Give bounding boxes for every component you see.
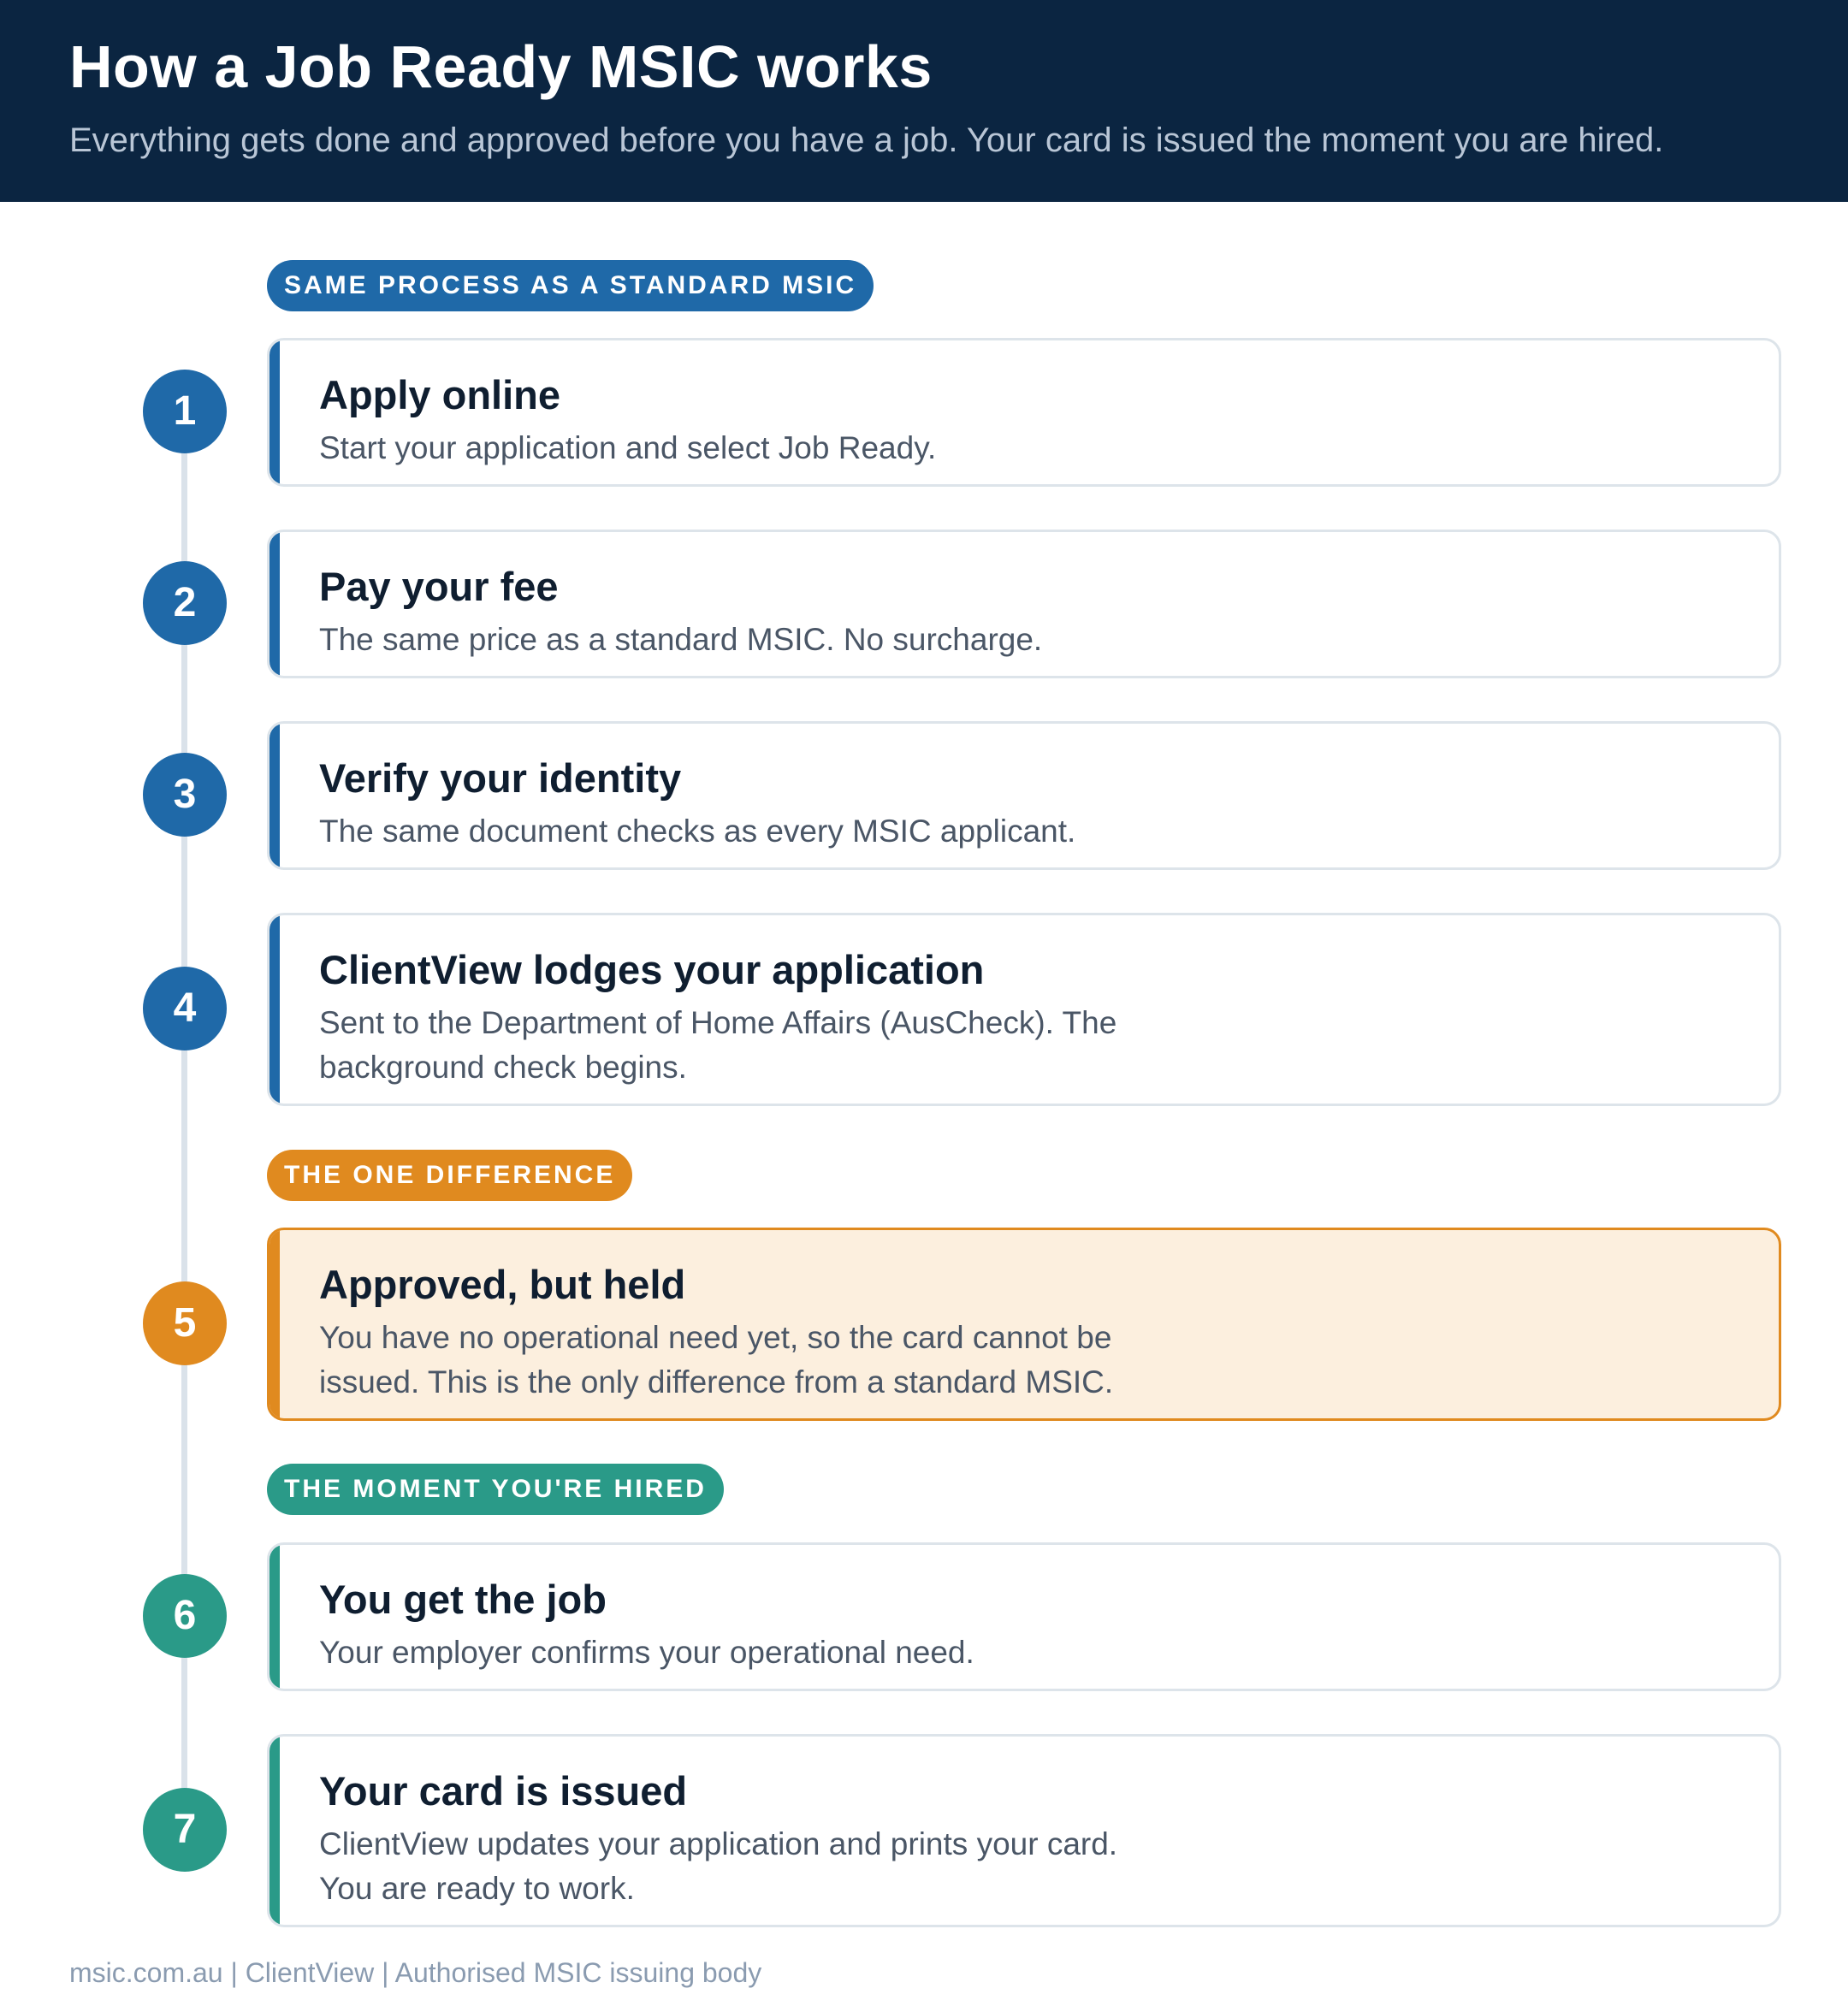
step-title: Your card is issued	[319, 1768, 688, 1814]
step-card-6	[267, 1542, 1781, 1691]
step-card-3	[267, 721, 1781, 870]
step-card-2	[267, 530, 1781, 678]
footer-text: msic.com.au | ClientView | Authorised MSIC issuing body	[69, 1957, 762, 1988]
step-title: ClientView lodges your application	[319, 947, 985, 992]
step-title: You get the job	[319, 1577, 607, 1622]
step-description: ClientView updates your application and prints your card. You are ready to work.	[319, 1826, 1118, 1906]
step-card-5	[267, 1228, 1781, 1421]
step-title: Verify your identity	[319, 755, 682, 801]
step-description: Start your application and select Job Ready.	[319, 430, 937, 465]
page-subtitle: Everything gets done and approved before you have a job. Your card is issued the moment you are hired.	[69, 121, 1664, 159]
step-title: Pay your fee	[319, 564, 559, 609]
section-label-hired: THE MOMENT YOU'RE HIRED	[267, 1464, 724, 1515]
step-title: Apply online	[319, 372, 560, 417]
step-card-7	[267, 1734, 1781, 1927]
step-number-5: 5	[143, 1281, 227, 1365]
step-number-2: 2	[143, 561, 227, 645]
step-description: You have no operational need yet, so the card cannot be issued. This is the only difference from a standard MSIC.	[319, 1320, 1114, 1400]
step-number-7: 7	[143, 1788, 227, 1872]
step-card-4	[267, 913, 1781, 1106]
step-number-6: 6	[143, 1574, 227, 1658]
step-number-1: 1	[143, 370, 227, 453]
step-card-1	[267, 338, 1781, 487]
step-description: Sent to the Department of Home Affairs (AusCheck). The background check begins.	[319, 1005, 1117, 1085]
section-label-difference: THE ONE DIFFERENCE	[267, 1150, 632, 1201]
step-description: The same document checks as every MSIC applicant.	[319, 814, 1076, 849]
step-number-3: 3	[143, 753, 227, 837]
section-label-standard: SAME PROCESS AS A STANDARD MSIC	[267, 260, 874, 311]
step-description: The same price as a standard MSIC. No surcharge.	[319, 622, 1043, 657]
step-number-4: 4	[143, 967, 227, 1050]
step-title: Approved, but held	[319, 1262, 686, 1307]
step-description: Your employer confirms your operational need.	[319, 1635, 974, 1670]
header-banner	[0, 0, 1848, 202]
page-title: How a Job Ready MSIC works	[69, 33, 933, 100]
